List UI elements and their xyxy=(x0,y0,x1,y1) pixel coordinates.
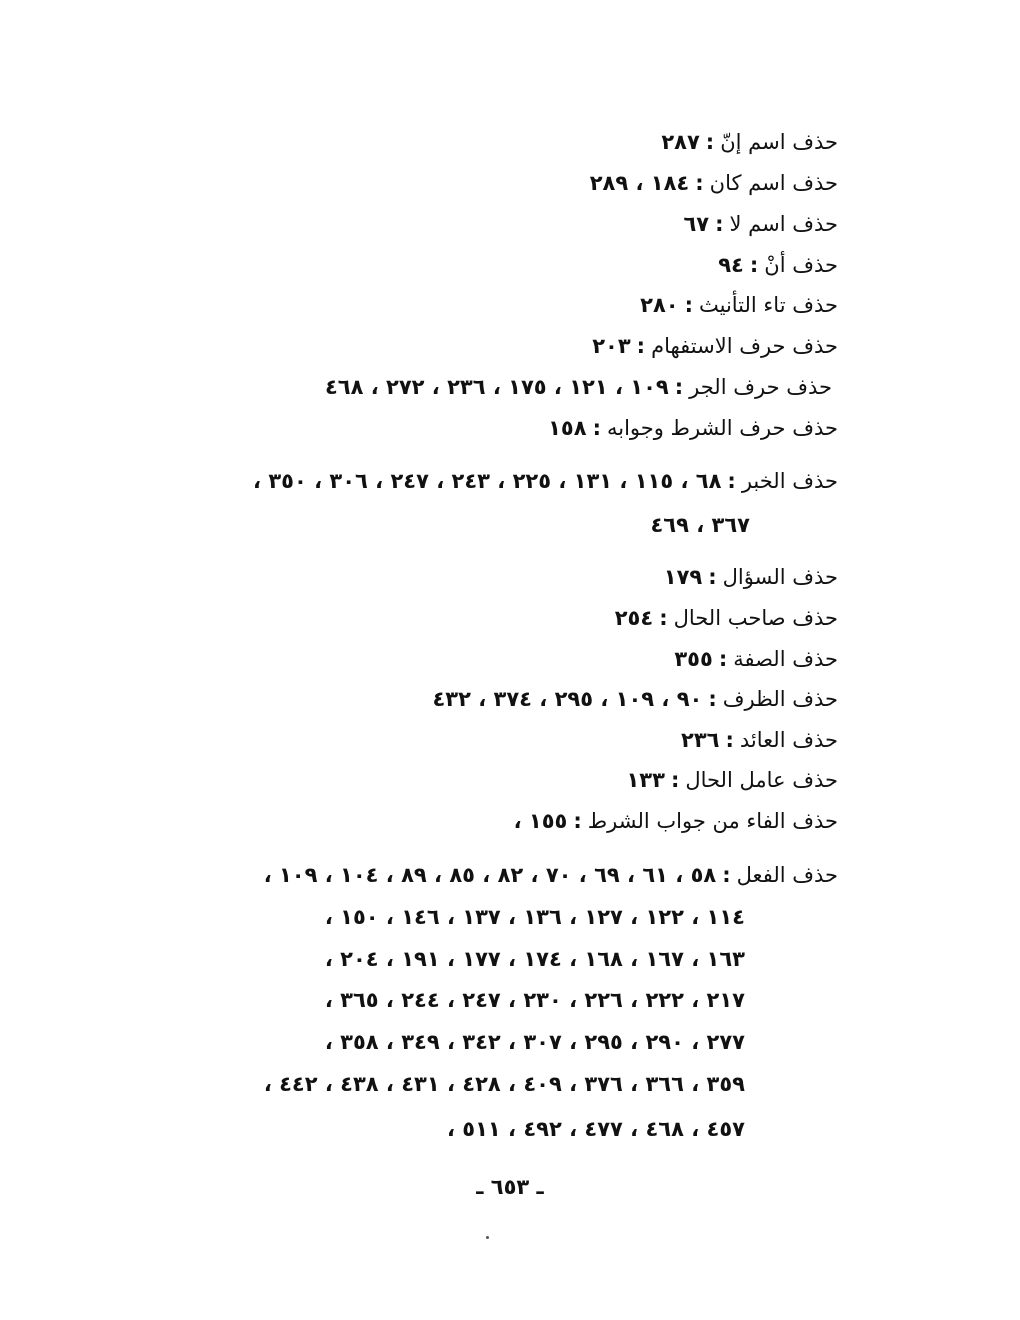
index-entry xyxy=(674,644,838,674)
entry-pages: ٩٠ ، ١٠٩ ، ٢٩٥ ، ٣٧٤ ، ٤٣٢ xyxy=(432,687,703,711)
entry-heading: حذف حرف الجر xyxy=(689,375,832,399)
entry-pages: ٢٨٧ xyxy=(661,130,700,154)
entry-pages: ١٨٤ ، ٢٨٩ xyxy=(589,171,690,195)
entry-heading: حذف أنْ xyxy=(764,253,838,277)
entry-heading: حذف الفاء من جواب الشرط xyxy=(587,809,838,833)
index-entry xyxy=(592,331,838,361)
entry-colon: : xyxy=(592,416,601,440)
entry-continuation: ١٦٣ ، ١٦٧ ، ١٦٨ ، ١٧٤ ، ١٧٧ ، ١٩١ ، ٢٠٤ ، xyxy=(324,947,745,971)
entry-pages: ١٠٩ ، ١٢١ ، ١٧٥ ، ٢٣٦ ، ٢٧٢ ، ٤٦٨ xyxy=(324,375,669,399)
entry-heading: حذف حرف الشرط وجوابه xyxy=(606,416,838,440)
entry-heading: حذف السؤال xyxy=(722,565,838,589)
entry-pages: ٦٨ ، ١١٥ ، ١٣١ ، ٢٢٥ ، ٢٤٣ ، ٢٤٧ ، ٣٠٦ ، ٣٥٠ ، xyxy=(253,469,722,493)
entry-colon: : xyxy=(674,375,684,399)
entry-pages: ٣٥٥ xyxy=(674,647,713,671)
entry-colon: : xyxy=(636,334,646,358)
entry-colon: : xyxy=(573,809,582,833)
index-entry xyxy=(661,127,838,157)
entry-pages: ٢٨٠ xyxy=(640,293,679,317)
entry-colon: : xyxy=(684,293,693,317)
entry-continuation: ٣٥٩ ، ٣٦٦ ، ٣٧٦ ، ٤٠٩ ، ٤٢٨ ، ٤٣١ ، ٤٣٨ ، ٤٤٢ ، xyxy=(263,1072,745,1096)
entry-colon: : xyxy=(725,728,734,752)
entry-continuation: ٢١٧ ، ٢٢٢ ، ٢٢٦ ، ٢٣٠ ، ٢٤٧ ، ٢٤٤ ، ٣٦٥ ، xyxy=(324,988,745,1012)
entry-heading: حذف العائد xyxy=(739,728,838,752)
entry-colon: : xyxy=(708,565,717,589)
entry-continuation: ٢٧٧ ، ٢٩٠ ، ٢٩٥ ، ٣٠٧ ، ٣٤٢ ، ٣٤٩ ، ٣٥٨ ، xyxy=(324,1030,745,1054)
index-entry xyxy=(253,466,838,496)
index-entry xyxy=(548,413,838,443)
entry-heading: حذف الظرف xyxy=(722,687,838,711)
index-entry xyxy=(681,725,838,755)
entry-colon: : xyxy=(715,212,724,236)
entry-pages: ٢٥٤ xyxy=(614,606,654,630)
entry-pages: ٩٤ xyxy=(718,253,744,277)
index-entry xyxy=(683,209,838,239)
entry-pages: ٢٠٣ xyxy=(592,334,631,358)
index-entry xyxy=(514,806,838,836)
entry-heading: حذف صاحب الحال xyxy=(673,606,838,630)
entry-colon: : xyxy=(695,171,704,195)
entry-heading: حذف الصفة xyxy=(733,647,838,671)
entry-pages: ١٣٣ xyxy=(626,768,665,792)
entry-heading: حذف اسم لا xyxy=(729,212,838,236)
entry-heading: حذف عامل الحال xyxy=(685,768,838,792)
index-entry xyxy=(718,250,838,280)
scan-speck xyxy=(486,1236,489,1239)
index-entry xyxy=(664,562,838,592)
entry-colon: : xyxy=(727,469,736,493)
page-number: ـ ٦٥٣ ـ xyxy=(476,1175,544,1199)
entry-colon: : xyxy=(749,253,759,277)
entry-continuation: ٤٥٧ ، ٤٦٨ ، ٤٧٧ ، ٤٩٢ ، ٥١١ ، xyxy=(447,1117,745,1141)
index-entry xyxy=(615,603,838,633)
entry-continuation: ٣٦٧ ، ٤٦٩ xyxy=(650,513,750,537)
index-entry xyxy=(264,860,838,890)
entry-pages: ١٥٥ ، xyxy=(513,809,568,833)
entry-pages: ١٧٩ xyxy=(663,565,703,589)
index-entry xyxy=(590,168,838,198)
entry-heading: حذف حرف الاستفهام xyxy=(651,334,838,358)
entry-colon: : xyxy=(708,687,717,711)
entry-continuation: ١١٤ ، ١٢٢ ، ١٢٧ ، ١٣٦ ، ١٣٧ ، ١٤٦ ، ١٥٠ ، xyxy=(324,905,745,929)
index-entry xyxy=(640,290,838,320)
entry-pages: ١٥٨ xyxy=(548,416,587,440)
index-entry xyxy=(626,765,838,795)
entry-pages: ٥٨ ، ٦١ ، ٦٩ ، ٧٠ ، ٨٢ ، ٨٥ ، ٨٩ ، ١٠٤ ، ١٠٩ ، xyxy=(263,863,717,887)
entry-heading: حذف الخبر xyxy=(741,469,838,493)
entry-heading: حذف تاء التأنيث xyxy=(698,293,838,317)
entry-heading: حذف اسم إنّ xyxy=(720,130,838,154)
entry-pages: ٦٧ xyxy=(683,212,710,236)
entry-colon: : xyxy=(659,606,668,630)
entry-colon: : xyxy=(718,647,728,671)
entry-colon: : xyxy=(722,863,731,887)
index-entry xyxy=(325,372,832,402)
entry-colon: : xyxy=(670,768,680,792)
entry-pages: ٢٣٦ xyxy=(681,728,720,752)
index-entry xyxy=(432,684,838,714)
entry-heading: حذف الفعل xyxy=(736,863,838,887)
entry-colon: : xyxy=(705,130,715,154)
entry-heading: حذف اسم كان xyxy=(709,171,838,195)
